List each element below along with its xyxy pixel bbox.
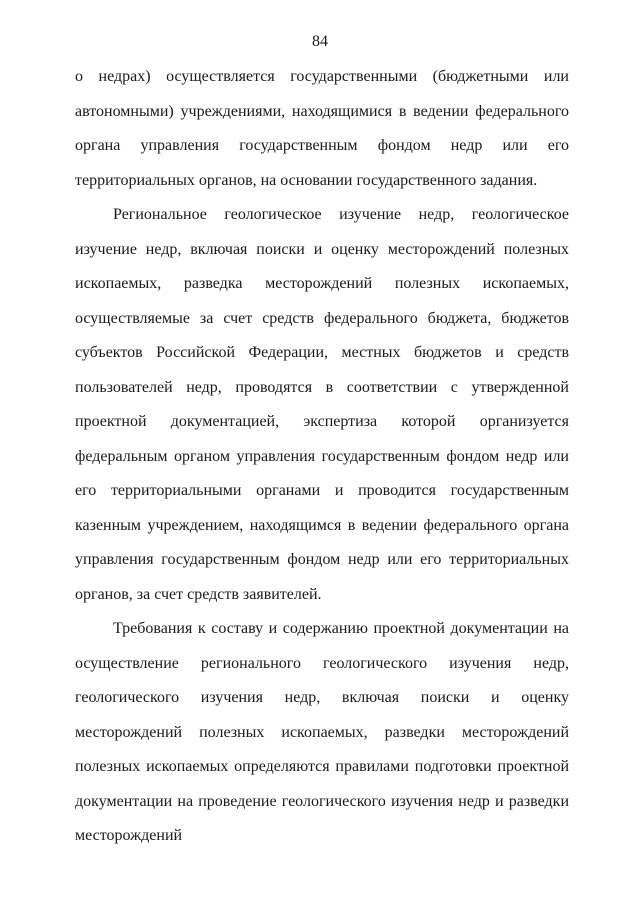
page-number: 84 [312, 33, 328, 50]
paragraph-requirements: Требования к составу и содержанию проектной документации на осуществление регионального геологического изучения недр, геологического изучения недр, включая поиски и оценку месторождений полезных ископаемых, разведки месторождений полезных ископаемых определяются правилами подготовки проектной документации на проведение геологического изучения недр и разведки месторождений [75, 620, 569, 844]
paragraph-regional-study: Региональное геологическое изучение недр, геологическое изучение недр, включая поиски и оценку месторождений полезных ископаемых, разведка месторождений полезных ископаемых, осуществляемые за счет средств федерального бюджета, бюджетов субъектов Российской Федерации, местных бюджетов и средств пользователей недр, проводятся в соответствии с утвержденной проектной документацией, экспертиза которой организуется федеральным органом управления государственным фондом недр или его территориальными органами и проводится государственным казенным учреждением, находящимся в ведении федерального органа управления государственным фондом недр или его территориальных органов, за счет средств заявителей. [75, 206, 569, 603]
paragraph-continuation: о недрах) осуществляется государственными (бюджетными или автономными) учреждениями, находящимися в ведении федерального органа управления государственным фондом недр или его территориальных органов, на основании государственного задания. [75, 68, 569, 189]
document-body [75, 60, 569, 854]
